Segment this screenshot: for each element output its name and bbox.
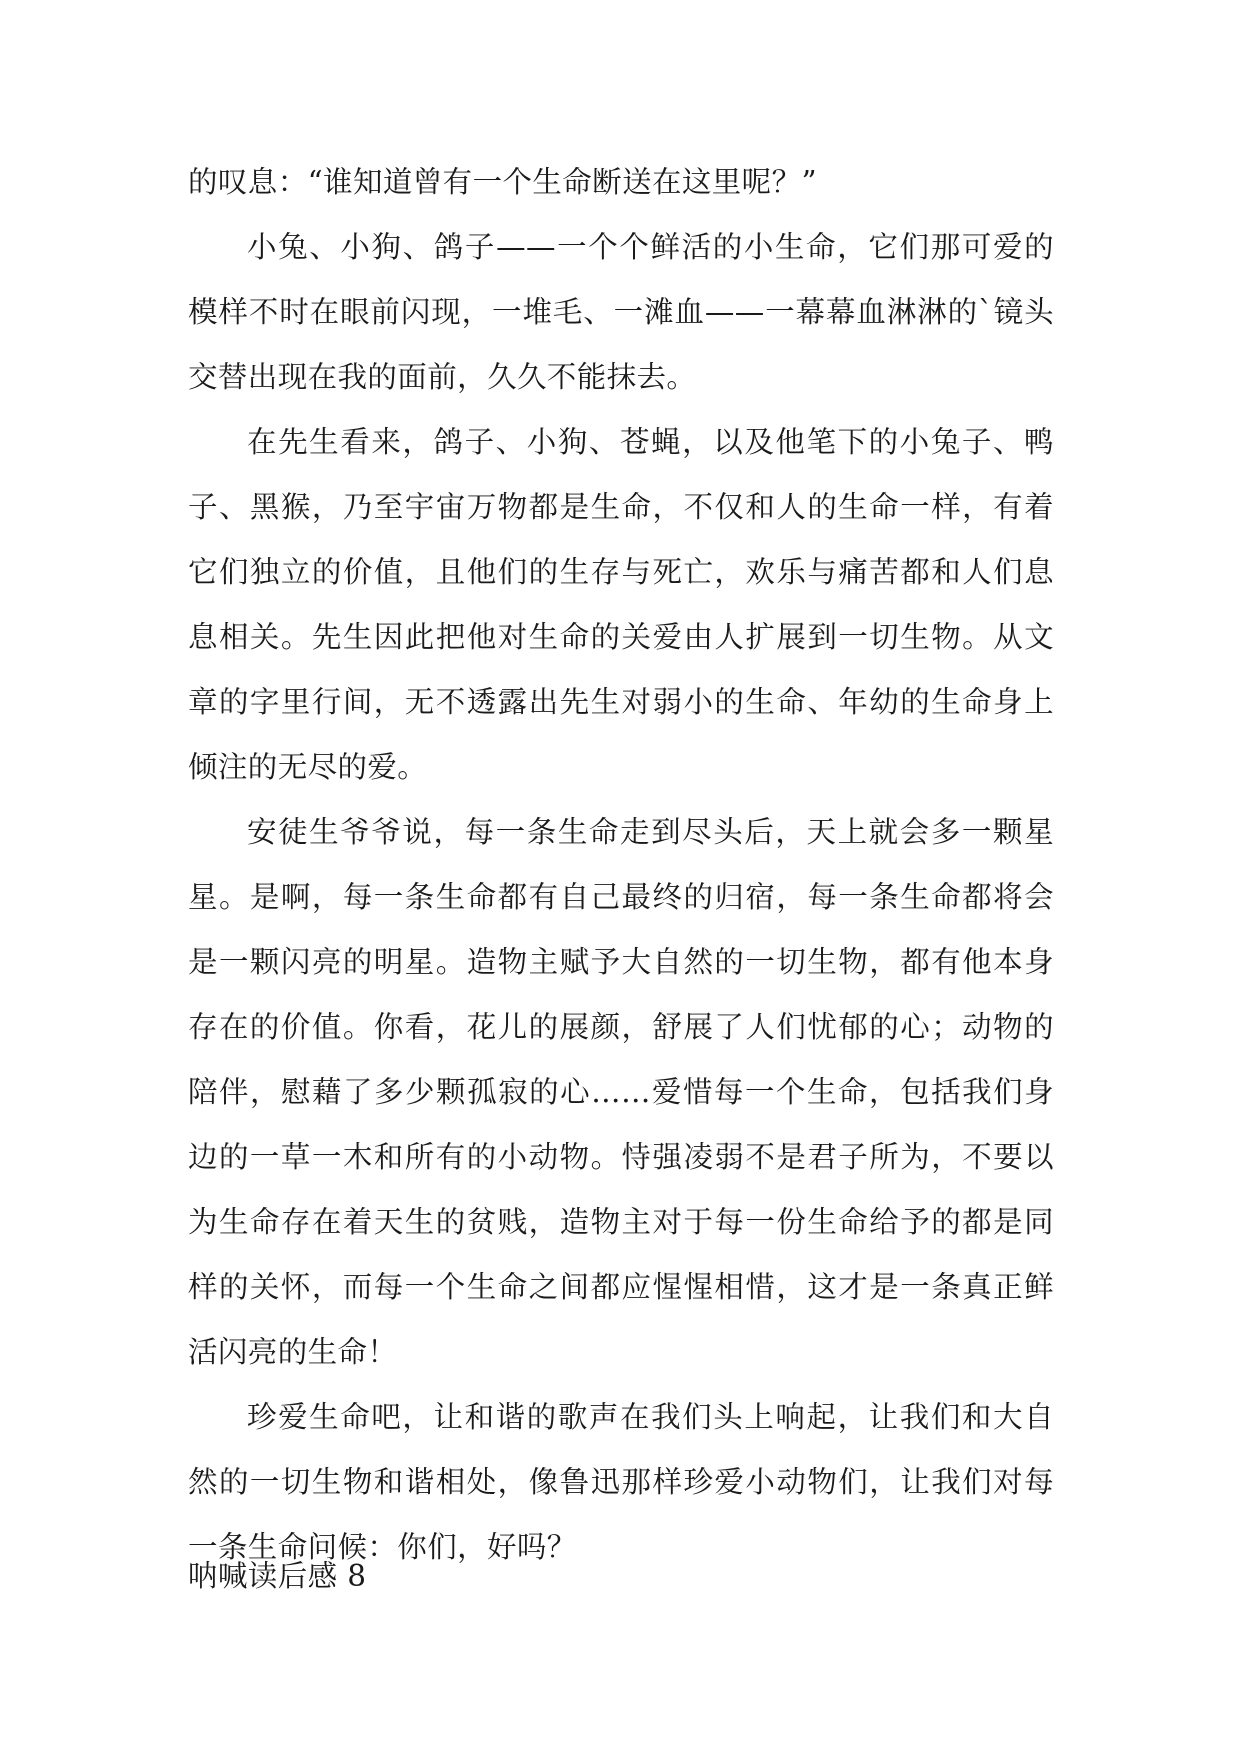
paragraph-value-of-life: 在先生看来，鸽子、小狗、苍蝇，以及他笔下的小兔子、鸭子、黑猴，乃至宇宙万物都是生命，不仅和人的生命一样，有着它们独立的价值，且他们的生存与死亡，欢乐与痛苦都和人们息息相关。先生因此把他对生命的关爱由人扩展到一切生物。从文章的字里行间，无不透露出先生对弱小的生命、年幼的生命身上倾注的无尽的爱。: [188, 425, 1054, 784]
document-body: [188, 150, 1054, 1580]
paragraph-cherish-life: 珍爱生命吧，让和谐的歌声在我们头上响起，让我们和大自然的一切生物和谐相处，像鲁迅那样珍爱小动物们，让我们对每一条生命问候：你们，好吗？: [188, 1400, 1054, 1564]
paragraph-living-creatures: 小兔、小狗、鸽子——一个个鲜活的小生命，它们那可爱的模样不时在眼前闪现，一堆毛、一滩血——一幕幕血淋淋的`镜头交替出现在我的面前，久久不能抹去。: [188, 230, 1054, 394]
paragraph-andersen-stars: 安徒生爷爷说，每一条生命走到尽头后，天上就会多一颗星星。是啊，每一条生命都有自己最终的归宿，每一条生命都将会是一颗闪亮的明星。造物主赋予大自然的一切生物，都有他本身存在的价值。你看，花儿的展颜，舒展了人们忧郁的心；动物的陪伴，慰藉了多少颗孤寂的心……爱惜每一个生命，包括我们身边的一草一木和所有的小动物。恃强凌弱不是君子所为，不要以为生命存在着天生的贫贱，造物主对于每一份生命给予的都是同样的关怀，而每一个生命之间都应惺惺相惜，这才是一条真正鲜活闪亮的生命！: [188, 815, 1054, 1369]
section-title: 呐喊读后感 8: [188, 1559, 367, 1593]
paragraph-continued: 的叹息：“谁知道曾有一个生命断送在这里呢？”: [188, 165, 817, 199]
